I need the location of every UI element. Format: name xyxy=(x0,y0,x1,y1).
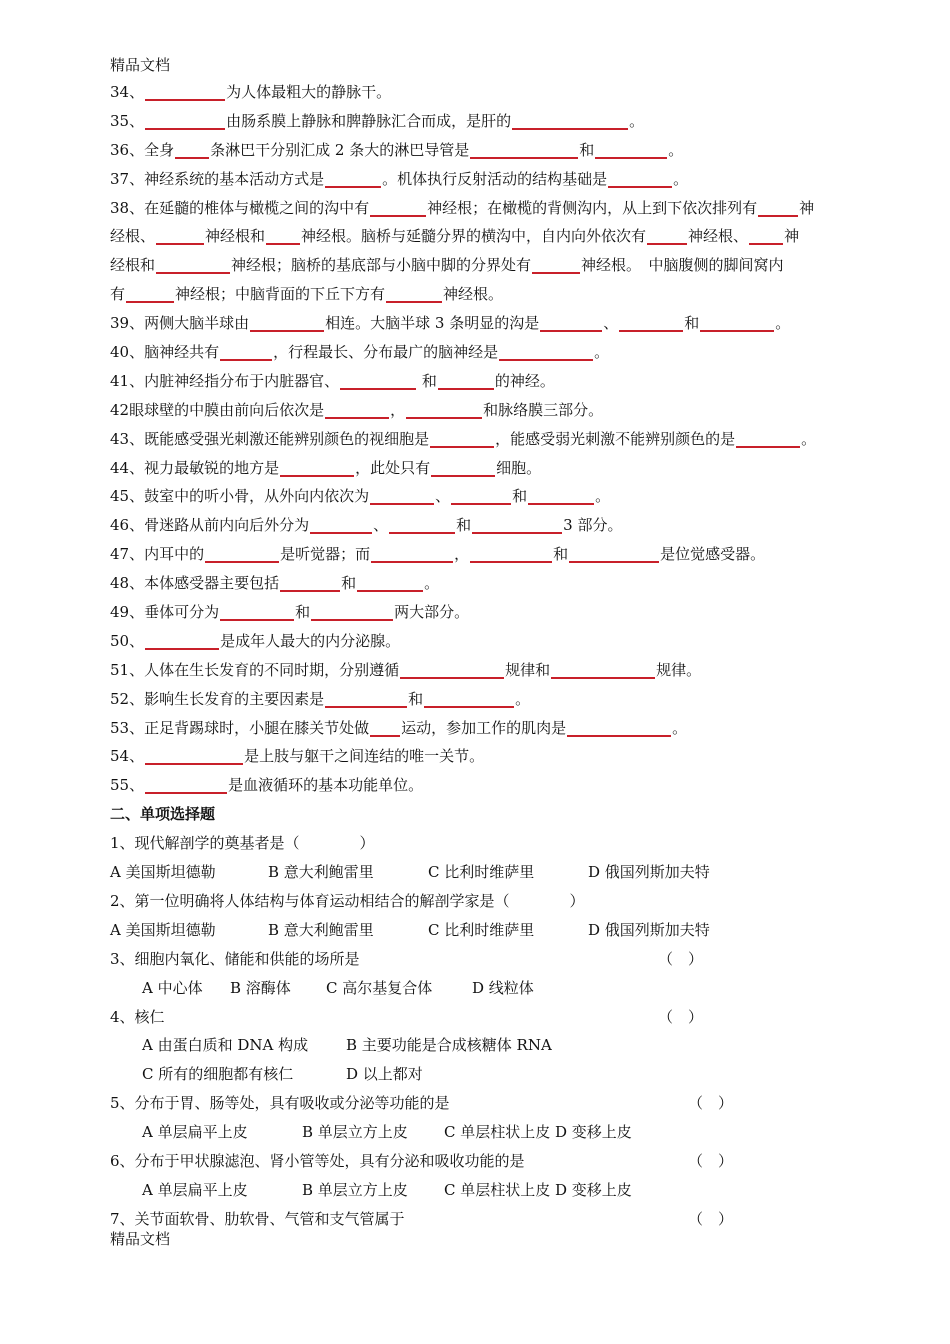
fill-question xyxy=(110,107,862,136)
question-number: 52、 xyxy=(110,689,145,708)
answer-blank[interactable] xyxy=(156,225,204,245)
answer-blank[interactable] xyxy=(512,110,628,130)
fill-question xyxy=(110,367,862,396)
answer-blank[interactable] xyxy=(528,485,594,505)
mc-question xyxy=(110,1205,862,1234)
option[interactable]: B 意大利鲍雷里 xyxy=(268,863,374,882)
option[interactable]: D 线粒体 xyxy=(472,978,534,997)
option[interactable]: B 溶酶体 xyxy=(230,978,291,997)
mc-question-text: 6、分布于甲状腺滤泡、肾小管等处，具有分泌和吸收功能的是 xyxy=(110,1151,525,1170)
question-text: 和 xyxy=(295,603,311,622)
question-text: 神经根、 xyxy=(688,227,749,246)
question-number: 47、 xyxy=(110,545,145,564)
question-text: 人体在生长发育的不同时期，分别遵循 xyxy=(144,660,400,679)
answer-blank[interactable] xyxy=(595,139,667,159)
question-text: 相连。大脑半球 3 条明显的沟是 xyxy=(325,314,540,333)
answer-blank[interactable] xyxy=(340,370,416,390)
fill-question xyxy=(110,511,862,540)
answer-blank[interactable] xyxy=(608,168,672,188)
question-text: 骨迷路从前内向后外分为 xyxy=(144,516,310,535)
question-text: 和 xyxy=(408,689,424,708)
answer-blank[interactable] xyxy=(145,630,219,650)
question-text: 是血液循环的基本功能单位。 xyxy=(228,776,424,795)
option[interactable]: A 美国斯坦德勒 xyxy=(110,920,216,939)
fill-question xyxy=(110,338,862,367)
answer-paren[interactable]: （ ） xyxy=(688,1094,734,1113)
question-text: 神经系统的基本活动方式是 xyxy=(144,169,325,188)
answer-blank[interactable] xyxy=(438,370,494,390)
page-body xyxy=(110,52,862,1234)
fill-question xyxy=(110,714,862,743)
answer-blank[interactable] xyxy=(325,168,381,188)
question-number: 55、 xyxy=(110,776,145,795)
question-text: 。 xyxy=(668,140,684,159)
mc-question xyxy=(110,887,862,916)
answer-blank[interactable] xyxy=(406,399,482,419)
answer-blank[interactable] xyxy=(647,225,687,245)
answer-blank[interactable] xyxy=(749,225,783,245)
fill-question xyxy=(110,685,862,714)
mc-options xyxy=(110,1118,862,1147)
fill-question xyxy=(110,309,862,338)
answer-blank[interactable] xyxy=(470,543,552,563)
fill-question xyxy=(110,540,862,569)
answer-blank[interactable] xyxy=(266,225,300,245)
answer-blank[interactable] xyxy=(499,341,593,361)
question-text: 。 xyxy=(672,718,688,737)
answer-blank[interactable] xyxy=(470,139,578,159)
answer-blank[interactable] xyxy=(156,254,230,274)
question-text: 有 xyxy=(110,285,126,304)
question-number: 44、 xyxy=(110,458,145,477)
question-text: 和 xyxy=(341,574,357,593)
answer-blank[interactable] xyxy=(371,543,453,563)
question-text: 是上肢与躯干之间连结的唯一关节。 xyxy=(244,747,485,766)
answer-blank[interactable] xyxy=(370,717,400,737)
answer-blank[interactable] xyxy=(145,745,243,765)
fill-question xyxy=(110,78,862,107)
question-number: 43、 xyxy=(110,429,145,448)
question-text: 神经根。 xyxy=(443,285,504,304)
fill-question xyxy=(110,656,862,685)
mc-question xyxy=(110,1147,862,1176)
question-text: ，能感受弱光刺激不能辨别颜色的是 xyxy=(495,429,736,448)
answer-paren[interactable]: （ ） xyxy=(688,1151,734,1170)
question-number: 50、 xyxy=(110,631,145,650)
answer-blank[interactable] xyxy=(145,81,225,101)
question-number: 40、 xyxy=(110,343,145,362)
question-text: 是位觉感受器。 xyxy=(660,545,766,564)
option[interactable]: B 意大利鲍雷里 xyxy=(268,920,374,939)
question-text: 神经根。脑桥与延髓分界的横沟中，自内向外依次有 xyxy=(301,227,647,246)
option[interactable]: A 单层扁平上皮 xyxy=(142,1180,248,1199)
answer-blank[interactable] xyxy=(700,312,774,332)
answer-paren[interactable]: （ ） xyxy=(658,1007,704,1026)
question-text: 。 xyxy=(801,429,817,448)
answer-blank[interactable] xyxy=(220,341,272,361)
question-number: 37、 xyxy=(110,169,145,188)
question-number: 42 xyxy=(110,400,130,419)
mc-options xyxy=(110,1060,862,1089)
option[interactable]: C 比利时维萨里 xyxy=(428,863,535,882)
question-text: 和 xyxy=(512,487,528,506)
answer-blank[interactable] xyxy=(175,139,209,159)
question-text: 垂体可分为 xyxy=(144,603,220,622)
answer-blank[interactable] xyxy=(311,601,393,621)
mc-options xyxy=(110,1031,862,1060)
option[interactable]: B 主要功能是合成核糖体 RNA xyxy=(346,1036,552,1055)
fill-in-section xyxy=(110,78,862,800)
answer-blank[interactable] xyxy=(280,457,354,477)
mc-options xyxy=(110,858,862,887)
answer-blank[interactable] xyxy=(400,659,504,679)
answer-blank[interactable] xyxy=(758,197,798,217)
question-text: 影响生长发育的主要因素是 xyxy=(144,689,325,708)
answer-paren[interactable]: （ ） xyxy=(658,949,704,968)
fill-question xyxy=(110,482,862,511)
option[interactable]: A 中心体 xyxy=(142,978,203,997)
mc-options xyxy=(110,974,862,1003)
answer-blank[interactable] xyxy=(325,399,389,419)
option[interactable]: D 以上都对 xyxy=(346,1065,423,1084)
question-text: 和 xyxy=(684,314,700,333)
answer-blank[interactable] xyxy=(567,717,671,737)
question-text: 。 xyxy=(629,111,645,130)
answer-blank[interactable] xyxy=(280,572,340,592)
option[interactable]: D 俄国列斯加夫特 xyxy=(588,863,710,882)
question-38-line xyxy=(110,280,862,309)
page-footer: 精品文档 xyxy=(110,1230,171,1248)
question-text: 3 部分。 xyxy=(563,516,623,535)
question-text: 规律。 xyxy=(656,660,702,679)
question-text: 为人体最粗大的静脉干。 xyxy=(226,83,392,101)
multiple-choice-section xyxy=(110,829,862,1233)
answer-blank[interactable] xyxy=(220,601,294,621)
fill-question xyxy=(110,598,862,627)
answer-paren[interactable]: （ ） xyxy=(688,1209,734,1228)
question-text: 规律和 xyxy=(505,660,551,679)
answer-blank[interactable] xyxy=(250,312,324,332)
answer-blank[interactable] xyxy=(205,543,279,563)
question-text: 是成年人最大的内分泌腺。 xyxy=(220,631,401,650)
question-number: 49、 xyxy=(110,603,145,622)
answer-blank[interactable] xyxy=(472,514,562,534)
question-text: 。机体执行反射活动的结构基础是 xyxy=(382,169,608,188)
question-text: 和 xyxy=(417,371,437,390)
fill-question xyxy=(110,771,862,800)
option[interactable]: C 所有的细胞都有核仁 xyxy=(142,1065,294,1084)
answer-blank[interactable] xyxy=(370,197,426,217)
answer-blank[interactable] xyxy=(145,110,225,130)
question-text: 神 xyxy=(799,198,815,217)
question-38-line xyxy=(110,222,862,251)
fill-question xyxy=(110,136,862,165)
answer-blank[interactable] xyxy=(424,688,514,708)
mc-question xyxy=(110,945,862,974)
answer-blank[interactable] xyxy=(736,428,800,448)
mc-options xyxy=(110,916,862,945)
question-text: 。 xyxy=(775,314,791,333)
option[interactable]: A 单层扁平上皮 xyxy=(142,1123,248,1142)
answer-blank[interactable] xyxy=(389,514,455,534)
question-text: 。 xyxy=(515,689,531,708)
question-text: 。 xyxy=(594,343,610,362)
question-text: 经根和 xyxy=(110,256,156,275)
mc-question xyxy=(110,829,862,858)
question-number: 35、 xyxy=(110,111,145,130)
question-text: 神经根。 中脑腹侧的脚间窝内 xyxy=(581,256,784,275)
question-number: 41、 xyxy=(110,371,145,390)
mc-question-text: 3、细胞内氧化、储能和供能的场所是 xyxy=(110,949,360,968)
question-number: 51、 xyxy=(110,660,145,679)
question-text: 、 xyxy=(435,487,451,506)
option[interactable]: D 俄国列斯加夫特 xyxy=(588,920,710,939)
question-text: 运动，参加工作的肌肉是 xyxy=(401,718,567,737)
question-text: 神经根；在橄榄的背侧沟内，从上到下依次排列有 xyxy=(427,198,758,217)
question-text: 正足背踢球时，小腿在膝关节处做 xyxy=(144,718,370,737)
option[interactable]: C 高尔基复合体 xyxy=(326,978,433,997)
answer-blank[interactable] xyxy=(540,312,602,332)
section-title: 二、单项选择题 xyxy=(110,805,216,824)
question-text: 鼓室中的听小骨，从外向内依次为 xyxy=(144,487,370,506)
answer-blank[interactable] xyxy=(325,688,407,708)
question-text: 。 xyxy=(424,574,440,593)
answer-blank[interactable] xyxy=(370,485,434,505)
question-text: 本体感受器主要包括 xyxy=(144,574,280,593)
question-text: 两侧大脑半球由 xyxy=(144,314,250,333)
question-text: 细胞。 xyxy=(496,458,542,477)
question-text: 、 xyxy=(373,516,389,535)
question-text: 。 xyxy=(595,487,611,506)
question-text: 38、在延髓的椎体与橄榄之间的沟中有 xyxy=(110,198,370,217)
option[interactable]: A 美国斯坦德勒 xyxy=(110,863,216,882)
fill-question xyxy=(110,454,862,483)
fill-question xyxy=(110,627,862,656)
question-text: 和 xyxy=(456,516,472,535)
question-38-line xyxy=(110,194,862,223)
question-text: 视力最敏锐的地方是 xyxy=(144,458,280,477)
question-text: ， xyxy=(390,400,406,419)
fill-question xyxy=(110,742,862,771)
option[interactable]: C 单层柱状上皮 D 变移上皮 xyxy=(444,1123,632,1142)
question-text: 由肠系膜上静脉和脾静脉汇合而成，是肝的 xyxy=(226,111,512,130)
question-text: 神经根；中脑背面的下丘下方有 xyxy=(175,285,386,304)
answer-blank[interactable] xyxy=(431,457,495,477)
question-text: 和 xyxy=(553,545,569,564)
question-text: 。 xyxy=(673,169,689,188)
option[interactable]: B 单层立方上皮 xyxy=(302,1180,408,1199)
option[interactable]: C 比利时维萨里 xyxy=(428,920,535,939)
mc-question-text: 4、核仁 xyxy=(110,1007,165,1026)
question-number: 45、 xyxy=(110,487,145,506)
answer-blank[interactable] xyxy=(310,514,372,534)
question-text: 神经根；脑桥的基底部与小脑中脚的分界处有 xyxy=(231,256,532,275)
fill-question xyxy=(110,396,862,425)
answer-blank[interactable] xyxy=(451,485,511,505)
question-text: 既能感受强光刺激还能辨别颜色的视细胞是 xyxy=(144,429,430,448)
question-text: 内耳中的 xyxy=(144,545,205,564)
question-text: 神 xyxy=(784,227,800,246)
answer-blank[interactable] xyxy=(569,543,659,563)
mc-question xyxy=(110,1089,862,1118)
mc-options xyxy=(110,1176,862,1205)
question-number: 48、 xyxy=(110,574,145,593)
mc-question-text: 2、第一位明确将人体结构与体育运动相结合的解剖学家是（ ） xyxy=(110,891,585,910)
question-text: 、 xyxy=(603,314,619,333)
option[interactable]: C 单层柱状上皮 D 变移上皮 xyxy=(444,1180,632,1199)
page-header: 精品文档 xyxy=(110,56,171,74)
question-text: 全身 xyxy=(144,140,175,159)
question-number: 53、 xyxy=(110,718,145,737)
option[interactable]: A 由蛋白质和 DNA 构成 xyxy=(142,1036,309,1055)
answer-blank[interactable] xyxy=(619,312,683,332)
fill-question xyxy=(110,425,862,454)
question-text: 是听觉器；而 xyxy=(280,545,371,564)
question-text: 和 xyxy=(579,140,595,159)
question-text: ，此处只有 xyxy=(355,458,431,477)
question-text: 和脉络膜三部分。 xyxy=(483,400,604,419)
answer-blank[interactable] xyxy=(126,283,174,303)
answer-blank[interactable] xyxy=(145,774,227,794)
mc-question xyxy=(110,1003,862,1032)
question-text: 眼球壁的中膜由前向后依次是 xyxy=(129,400,325,419)
question-number: 54、 xyxy=(110,747,145,766)
question-number: 46、 xyxy=(110,516,145,535)
answer-blank[interactable] xyxy=(532,254,580,274)
mc-question-text: 5、分布于胃、肠等处，具有吸收或分泌等功能的是 xyxy=(110,1094,450,1113)
fill-question xyxy=(110,165,862,194)
question-number: 39、 xyxy=(110,314,145,333)
question-text: 脑神经共有 xyxy=(144,343,220,362)
question-number: 36、 xyxy=(110,140,145,159)
mc-question-text: 7、关节面软骨、肋软骨、气管和支气管属于 xyxy=(110,1209,405,1228)
question-text: ，行程最长、分布最广的脑神经是 xyxy=(273,343,499,362)
question-number: 34、 xyxy=(110,83,145,101)
question-text: 的神经。 xyxy=(494,371,555,390)
question-text: 神经根和 xyxy=(205,227,266,246)
answer-blank[interactable] xyxy=(551,659,655,679)
answer-blank[interactable] xyxy=(357,572,423,592)
question-text: ， xyxy=(454,545,470,564)
question-text: 条淋巴干分别汇成 2 条大的淋巴导管是 xyxy=(210,140,470,159)
question-text: 内脏神经指分布于内脏器官、 xyxy=(144,371,340,390)
answer-blank[interactable] xyxy=(386,283,442,303)
question-38-line xyxy=(110,251,862,280)
answer-blank[interactable] xyxy=(430,428,494,448)
question-text: 两大部分。 xyxy=(394,603,470,622)
mc-question-text: 1、现代解剖学的奠基者是（ ） xyxy=(110,834,375,853)
question-text: 经根、 xyxy=(110,227,156,246)
option[interactable]: B 单层立方上皮 xyxy=(302,1123,408,1142)
fill-question xyxy=(110,569,862,598)
